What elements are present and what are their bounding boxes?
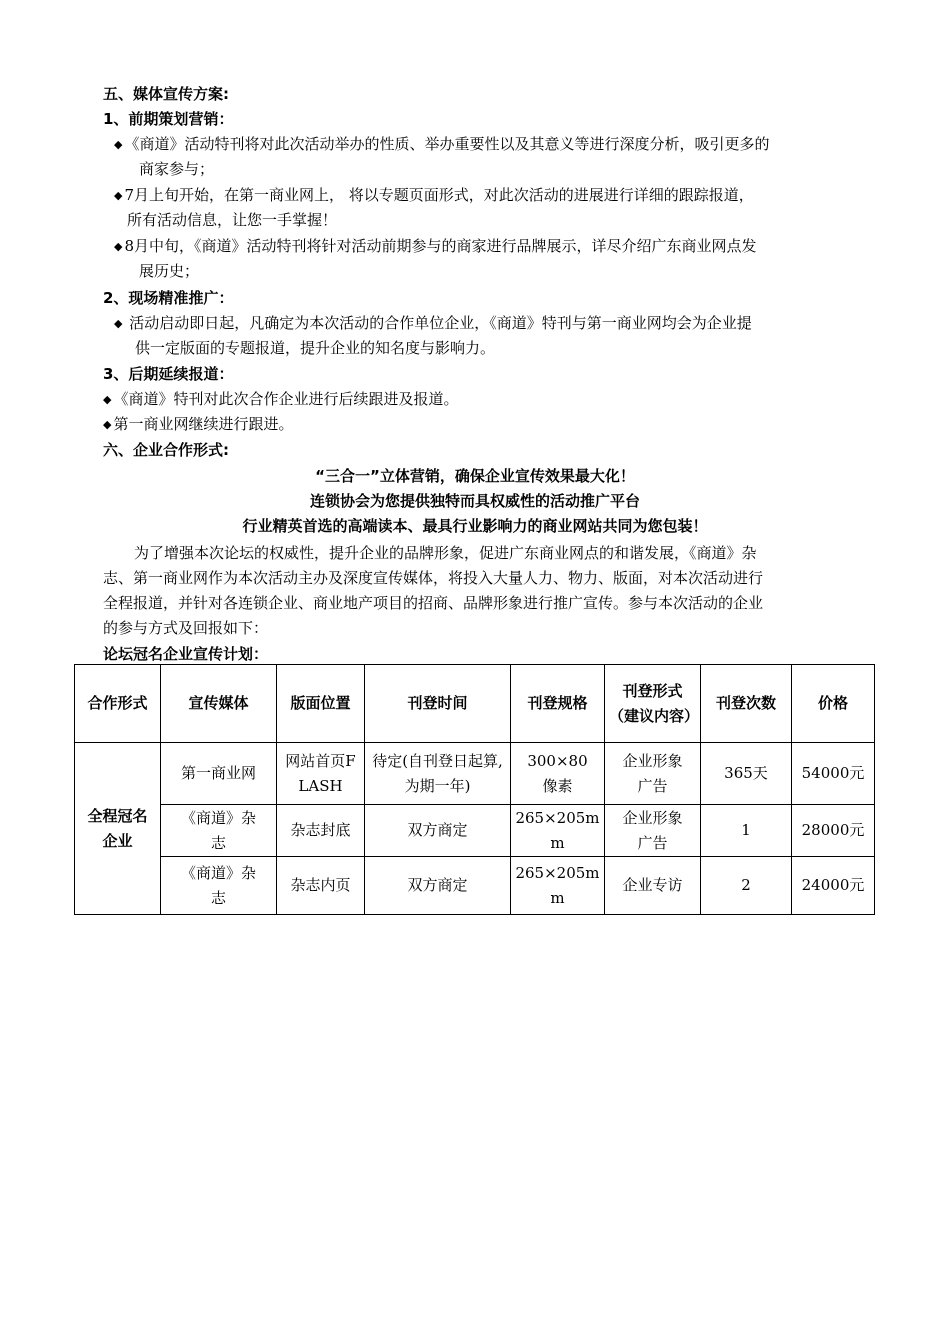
table-cell: 1	[701, 805, 792, 857]
column-header: 价格	[792, 665, 875, 743]
list-item-continuation: 供一定版面的专题报道，提升企业的知名度与影响力。	[135, 339, 496, 357]
table-cell: 待定(自刊登日起算,为期一年)	[365, 743, 511, 805]
column-header: 版面位置	[277, 665, 365, 743]
table-row	[75, 743, 875, 805]
table-cell: 第一商业网	[161, 743, 277, 805]
intro-paragraph-line: 为了增强本次论坛的权威性，提升企业的品牌形象，促进广东商业网点的和谐发展，《商道》杂	[134, 544, 757, 562]
slogan-line: 行业精英首选的高端读本、最具行业影响力的商业网站共同为您包装！	[242, 517, 708, 535]
table-row	[75, 805, 875, 857]
list-item: ◆ 7月上旬开始，在第一商业网上， 将以专题页面形式，对此次活动的进展进行详细的跟踪报道，	[114, 186, 754, 204]
table-cell: 杂志封底	[277, 805, 365, 857]
list-item: ◆ 第一商业网继续进行跟进。	[103, 415, 294, 433]
table-cell: 双方商定	[365, 857, 511, 915]
column-header: 刊登时间	[365, 665, 511, 743]
table-cell: 企业形象广告	[605, 805, 701, 857]
table-cell: 265×205mm	[511, 805, 605, 857]
group-label-cell: 全程冠名企业	[75, 743, 161, 915]
bullet-diamond-icon: ◆	[114, 240, 123, 253]
section-6-heading: 六、企业合作形式:	[103, 441, 229, 459]
table-cell: 网站首页FLASH	[277, 743, 365, 805]
list-item: ◆ 活动启动即日起，凡确定为本次活动的合作单位企业，《商道》特刊与第一商业网均会为企业提	[114, 314, 752, 332]
table-row	[75, 857, 875, 915]
intro-paragraph-line: 的参与方式及回报如下：	[103, 619, 269, 637]
table-cell: 2	[701, 857, 792, 915]
list-item-continuation: 商家参与；	[139, 160, 215, 178]
bullet-diamond-icon: ◆	[114, 189, 123, 202]
list-item: ◆ 《商道》特刊对此次合作企业进行后续跟进及报道。	[103, 390, 459, 408]
table-cell: 265×205mm	[511, 857, 605, 915]
list-item: ◆ 《商道》活动特刊将对此次活动举办的性质、举办重要性以及其意义等进行深度分析，吸引更多的	[114, 135, 770, 153]
table-cell: 24000元	[792, 857, 875, 915]
column-header: 刊登规格	[511, 665, 605, 743]
intro-paragraph-line: 志、第一商业网作为本次活动主办及深度宣传媒体，将投入大量人力、物力、版面，对本次活动进行	[103, 569, 764, 587]
table-cell: 28000元	[792, 805, 875, 857]
bullet-diamond-icon: ◆	[103, 393, 112, 406]
table-cell: 企业形象广告	[605, 743, 701, 805]
column-header: 刊登次数	[701, 665, 792, 743]
table-cell: 《商道》杂志	[161, 805, 277, 857]
list-item-continuation: 所有活动信息，让您一手掌握！	[127, 211, 338, 229]
column-header: 合作形式	[75, 665, 161, 743]
plan-table-title: 论坛冠名企业宣传计划：	[103, 645, 269, 663]
column-header: 刊登形式（建议内容）	[605, 665, 701, 743]
table-cell: 54000元	[792, 743, 875, 805]
slogan-line: “三合一”立体营销，确保企业宣传效果最大化！	[315, 467, 635, 485]
subsection-2-heading: 2、现场精准推广：	[103, 289, 234, 307]
bullet-diamond-icon: ◆	[103, 418, 112, 431]
intro-paragraph-line: 全程报道，并针对各连锁企业、商业地产项目的招商、品牌形象进行推广宣传。参与本次活动的企业	[103, 594, 764, 612]
table-header-row	[75, 665, 875, 743]
column-header: 宣传媒体	[161, 665, 277, 743]
slogan-line: 连锁协会为您提供独特而具权威性的活动推广平台	[309, 492, 640, 510]
list-item: ◆ 8月中旬，《商道》活动特刊将针对活动前期参与的商家进行品牌展示，详尽介绍广东商业网点发	[114, 237, 757, 255]
bullet-diamond-icon: ◆	[114, 138, 123, 151]
table-cell: 300×80像素	[511, 743, 605, 805]
section-5-heading: 五、媒体宣传方案:	[103, 85, 229, 103]
table-cell: 杂志内页	[277, 857, 365, 915]
list-item-continuation: 展历史；	[139, 262, 200, 280]
bullet-diamond-icon: ◆	[114, 317, 123, 330]
table-cell: 《商道》杂志	[161, 857, 277, 915]
table-cell: 企业专访	[605, 857, 701, 915]
table-cell: 双方商定	[365, 805, 511, 857]
sponsorship-plan-table	[74, 664, 875, 915]
subsection-1-heading: 1、前期策划营销：	[103, 110, 234, 128]
subsection-3-heading: 3、后期延续报道：	[103, 365, 234, 383]
table-cell: 365天	[701, 743, 792, 805]
